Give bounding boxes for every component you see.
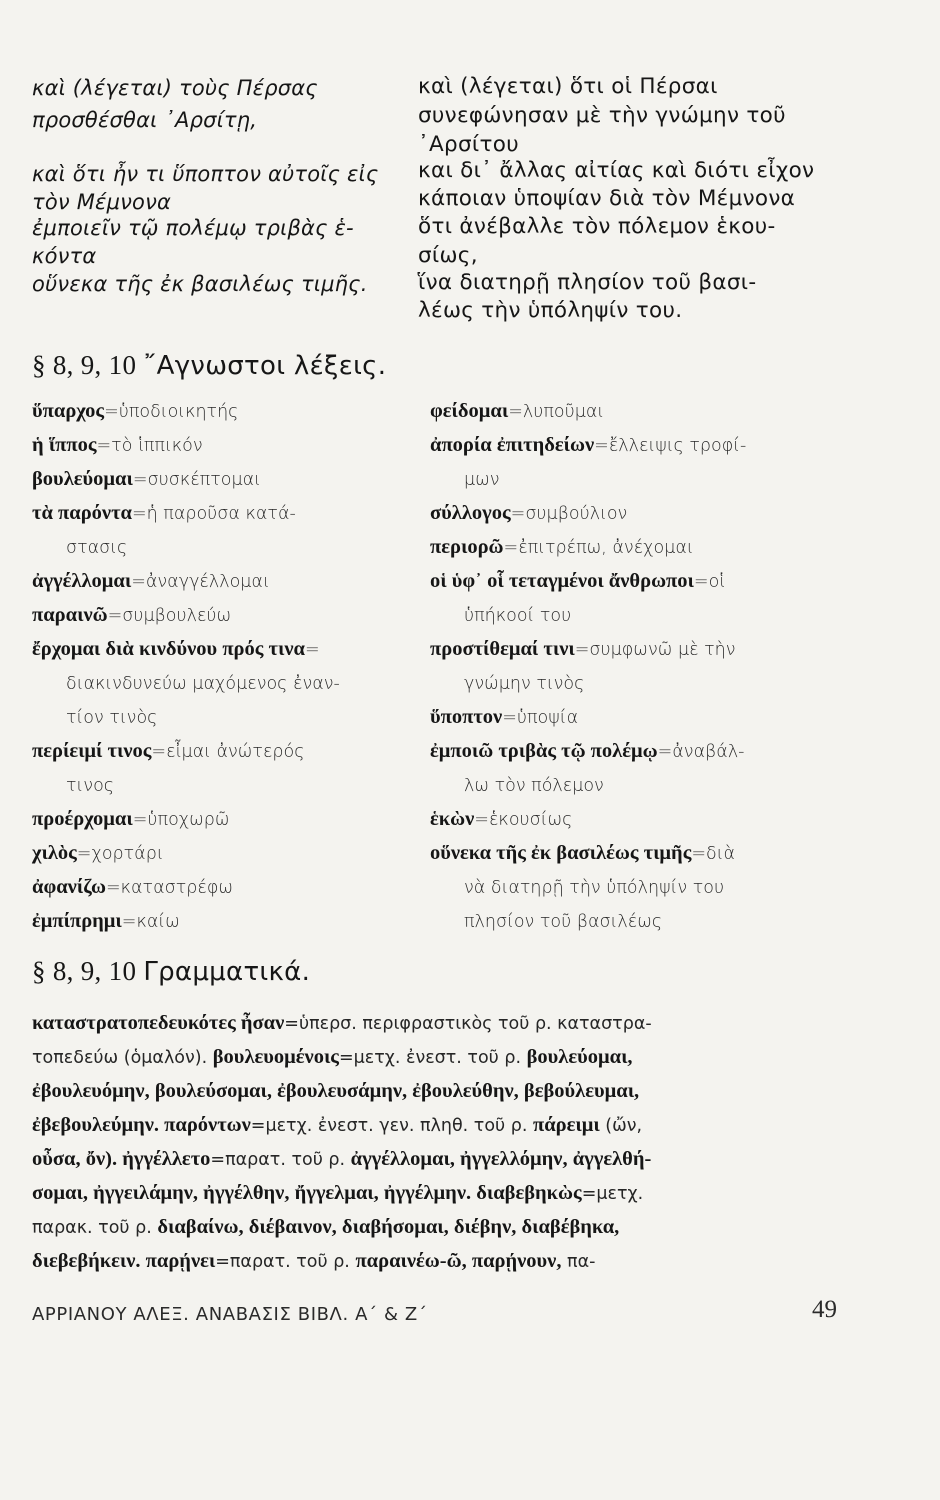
grammar-term: ἀγγέλλομαι, ἠγγελλόμην, ἀγγελθή-	[350, 1148, 652, 1170]
equals-sign: =	[657, 742, 673, 762]
equals-sign: =	[503, 538, 519, 558]
ancient-line: προσθέσθαι ᾿Αρσίτῃ,	[32, 108, 258, 132]
vocabulary-definition: διὰ	[706, 844, 736, 864]
ancient-line: ἐμποιεῖν τῷ πολέμῳ τριβὰς ἑ-	[32, 216, 354, 240]
vocabulary-entry	[430, 394, 850, 428]
vocabulary-entry	[430, 768, 850, 802]
equals-sign: =	[594, 436, 609, 456]
equals-sign: =	[574, 640, 590, 660]
vocabulary-term: ἀγγέλλομαι	[32, 570, 132, 592]
vocabulary-term: ἀφανίζω	[32, 876, 106, 898]
vocabulary-definition: ὑποψία	[516, 708, 579, 728]
translation-line: λέως τὴν ὑπόληψίν του.	[418, 298, 683, 323]
vocabulary-definition: χορτάρι	[91, 844, 164, 864]
equals-sign: =	[508, 402, 523, 422]
translation-line: και δι᾿ ἄλλας αἰτίας καὶ διότι εἶχον	[418, 158, 815, 183]
grammar-term: βουλευομένοις	[212, 1046, 339, 1068]
equals-sign: =	[151, 742, 167, 762]
equals-sign: =	[107, 606, 123, 626]
vocabulary-term: οἱ ὑφ᾿ οἷ τεταγμένοι ἄνθρωποι	[430, 570, 694, 592]
vocabulary-entry	[430, 734, 850, 768]
equals-sign: =	[105, 878, 121, 898]
vocabulary-definition: λω τὸν πόλεμον	[464, 776, 604, 796]
vocabulary-definition: καίω	[136, 912, 180, 932]
equals-sign: =	[693, 572, 709, 592]
grammar-line	[32, 1176, 842, 1210]
vocabulary-term: ἐμπίπρημι	[32, 910, 122, 932]
translation-line: ὅτι ἀνέβαλλε τὸν πόλεμον ἑκου-	[418, 214, 776, 239]
vocabulary-entry	[32, 904, 412, 938]
grammar-note: παρακ. τοῦ ρ.	[32, 1218, 158, 1238]
vocabulary-entry	[430, 564, 850, 598]
grammar-term: σομαι, ἠγγειλάμην, ἠγγέλθην, ἤγγελμαι, ἠγγέλμην. διαβεβηκὼς	[32, 1182, 582, 1204]
vocabulary-entry	[430, 836, 850, 870]
equals-sign: =	[104, 402, 119, 422]
translation-line: σίως,	[418, 243, 478, 268]
vocabulary-term: ἔρχομαι διὰ κινδύνου πρός τινα	[32, 638, 305, 660]
vocabulary-term: ἀπορία ἐπιτηδείων	[430, 434, 595, 456]
grammar-note: =μετχ. ἐνεστ. τοῦ ρ.	[338, 1048, 527, 1068]
vocabulary-definition: ἀναβάλ-	[672, 742, 745, 762]
translation-line: κάποιαν ὑποψίαν διὰ τὸν Μέμνονα	[418, 186, 796, 211]
vocabulary-entry	[32, 428, 412, 462]
grammar-note: τοπεδεύω (ὁμαλόν).	[32, 1048, 213, 1068]
equals-sign: =	[132, 470, 148, 490]
vocabulary-entry	[32, 700, 412, 734]
vocabulary-definition: τὸ ἱππικόν	[111, 436, 203, 456]
vocabulary-term: περίειμί τινος	[32, 740, 152, 762]
vocabulary-term: χιλὸς	[32, 842, 77, 864]
grammar-term: ἐβεβουλεύμην. παρόντων	[32, 1114, 251, 1136]
vocabulary-term: ὕπαρχος	[32, 400, 105, 422]
vocabulary-definition: ἐπιτρέπω, ἀνέχομαι	[518, 538, 694, 558]
grammar-line	[32, 1142, 842, 1176]
vocabulary-definition: καταστρέφω	[120, 878, 234, 898]
equals-sign: =	[121, 912, 137, 932]
vocabulary-entry	[430, 428, 850, 462]
vocabulary-entry	[430, 802, 850, 836]
vocabulary-term: προστίθεμαί τινι	[430, 638, 575, 660]
vocabulary-term: ἡ ἵππος	[32, 434, 97, 456]
vocabulary-entry	[32, 632, 412, 666]
vocabulary-term: φείδομαι	[430, 400, 509, 422]
vocabulary-entry	[32, 870, 412, 904]
vocabulary-entry	[430, 870, 850, 904]
page-number: 49	[812, 1296, 837, 1323]
vocabulary-definition: ἑκουσίως	[488, 810, 573, 830]
grammar-note: =παρατ. τοῦ ρ.	[215, 1252, 356, 1272]
vocabulary-term: παραινῶ	[32, 604, 108, 626]
grammar-line	[32, 1244, 842, 1278]
vocabulary-term: προέρχομαι	[32, 808, 133, 830]
vocabulary-definition: γνώμην τινὸς	[464, 674, 585, 694]
vocabulary-definition: πλησίον τοῦ βασιλέως	[464, 912, 663, 932]
vocabulary-definition: ἔλλειψις τροφί-	[608, 436, 747, 456]
vocabulary-definition: συμφωνῶ μὲ τὴν	[589, 640, 736, 660]
vocabulary-entry	[32, 598, 412, 632]
equals-sign: =	[131, 572, 146, 592]
equals-sign: =	[474, 810, 489, 830]
vocabulary-entry	[32, 394, 412, 428]
grammar-term: ἐβουλευόμην, βουλεύσομαι, ἐβουλευσάμην, ἐβουλεύθην, βεβούλευμαι,	[32, 1080, 640, 1102]
grammar-line	[32, 1074, 842, 1108]
grammar-term: βουλεύομαι,	[526, 1046, 633, 1068]
equals-sign: =	[691, 844, 707, 864]
vocabulary-definition: διακινδυνεύω μαχόμενος ἐναν-	[66, 674, 340, 694]
section-number: § 8, 9, 10	[32, 350, 137, 380]
vocabulary-entry	[32, 734, 412, 768]
translation-line: καὶ (λέγεται) ὅτι οἱ Πέρσαι	[418, 74, 718, 99]
section-title: Γραμματικά.	[143, 957, 311, 987]
equals-sign: =	[132, 810, 148, 830]
grammar-term: διεβεβήκειν. παρῄνει	[32, 1250, 216, 1272]
vocabulary-definition: ἀναγγέλλομαι	[145, 572, 270, 592]
grammar-note: =μετχ. ἐνεστ. γεν. πληθ. τοῦ ρ.	[250, 1116, 533, 1136]
grammar-term: οὖσα, ὄν). ἠγγέλλετο	[32, 1148, 211, 1170]
translation-line: ᾿Αρσίτου	[418, 132, 519, 157]
grammar-note: πα-	[561, 1252, 596, 1272]
equals-sign: =	[510, 504, 526, 524]
vocabulary-entry	[32, 666, 412, 700]
vocabulary-term: βουλεύομαι	[32, 468, 133, 490]
grammar-term: καταστρατοπεδευκότες ἦσαν	[32, 1012, 285, 1034]
ancient-line: καὶ (λέγεται) τοὺς Πέρσας	[32, 76, 318, 100]
section-heading-unknown-words	[32, 350, 386, 381]
vocabulary-definition: λυποῦμαι	[522, 402, 605, 422]
vocabulary-entry	[430, 666, 850, 700]
section-title: ῎Αγνωστοι λέξεις.	[143, 351, 387, 381]
vocabulary-definition: οἱ	[708, 572, 726, 592]
equals-sign: =	[502, 708, 517, 728]
vocabulary-right-column	[430, 394, 850, 938]
vocabulary-definition: νὰ διατηρῇ τὴν ὑπόληψίν του	[464, 878, 725, 898]
vocabulary-entry	[32, 768, 412, 802]
equals-sign: =	[304, 640, 320, 660]
grammar-term: πάρειμι	[532, 1114, 600, 1136]
grammar-line	[32, 1210, 842, 1244]
equals-sign: =	[96, 436, 112, 456]
grammar-paragraph	[32, 1006, 842, 1278]
vocabulary-term: ὕποπτον	[430, 706, 503, 728]
vocabulary-entry	[32, 530, 412, 564]
vocabulary-term: περιορῶ	[430, 536, 504, 558]
vocabulary-definition: συμβουλεύω	[122, 606, 232, 626]
ancient-line: κόντα	[32, 244, 97, 268]
vocabulary-definition: ὑποχωρῶ	[147, 810, 230, 830]
ancient-line: τὸν Μέμνονα	[32, 190, 172, 214]
grammar-line	[32, 1040, 842, 1074]
ancient-line: καὶ ὅτι ἦν τι ὕποπτον αὐτοῖς εἰς	[32, 162, 379, 186]
vocabulary-term: τὰ παρόντα	[32, 502, 132, 524]
grammar-term: παραινέω-ῶ, παρῄνουν,	[355, 1250, 562, 1272]
translation-line: ἵνα διατηρῇ πλησίον τοῦ βασι-	[418, 270, 757, 295]
translation-line: συνεφώνησαν μὲ τὴν γνώμην τοῦ	[418, 103, 786, 128]
vocabulary-definition: τινος	[66, 776, 115, 796]
vocabulary-entry	[32, 564, 412, 598]
vocabulary-entry	[32, 496, 412, 530]
vocabulary-entry	[32, 462, 412, 496]
grammar-note: =ὑπερσ. περιφραστικὸς τοῦ ρ. καταστρα-	[284, 1014, 652, 1034]
grammar-note: (ὤν,	[599, 1116, 643, 1136]
vocabulary-definition: εἶμαι ἀνώτερός	[166, 742, 305, 762]
vocabulary-definition: τίον τινὸς	[66, 708, 158, 728]
grammar-note: =μετχ.	[581, 1184, 644, 1204]
vocabulary-term: σύλλογος	[430, 502, 511, 524]
vocabulary-term: ἐμποιῶ τριβὰς τῷ πολέμῳ	[430, 740, 658, 762]
vocabulary-definition: ὑπήκοοί του	[464, 606, 572, 626]
vocabulary-entry	[430, 904, 850, 938]
grammar-note: =παρατ. τοῦ ρ.	[210, 1150, 351, 1170]
vocabulary-definition: συσκέπτομαι	[147, 470, 261, 490]
vocabulary-term: ἑκὼν	[430, 808, 475, 830]
section-heading-grammar	[32, 956, 310, 987]
vocabulary-entry	[430, 496, 850, 530]
running-footer-title: ΑΡΡΙΑΝΟΥ ΑΛΕΞ. ΑΝΑΒΑΣΙΣ ΒΙΒΛ. Α΄ & Ζ΄	[32, 1304, 428, 1325]
vocabulary-entry	[430, 700, 850, 734]
vocabulary-term: οὕνεκα τῆς ἐκ βασιλέως τιμῆς	[430, 842, 692, 864]
section-number: § 8, 9, 10	[32, 956, 137, 986]
vocabulary-definition: συμβούλιον	[525, 504, 628, 524]
vocabulary-definition: στασις	[66, 538, 128, 558]
equals-sign: =	[131, 504, 147, 524]
vocabulary-entry	[32, 802, 412, 836]
grammar-line	[32, 1108, 842, 1142]
vocabulary-entry	[430, 632, 850, 666]
equals-sign: =	[76, 844, 92, 864]
vocabulary-entry	[430, 462, 850, 496]
vocabulary-left-column	[32, 394, 412, 938]
grammar-term: διαβαίνω, διέβαινον, διαβήσομαι, διέβην, διαβέβηκα,	[157, 1216, 620, 1238]
vocabulary-definition: ἡ παροῦσα κατά-	[146, 504, 296, 524]
vocabulary-entry	[32, 836, 412, 870]
vocabulary-definition: ὑποδιοικητής	[118, 402, 239, 422]
ancient-line: οὕνεκα τῆς ἐκ βασιλέως τιμῆς.	[32, 272, 368, 296]
vocabulary-entry	[430, 530, 850, 564]
vocabulary-definition: μων	[464, 470, 500, 490]
vocabulary-entry	[430, 598, 850, 632]
grammar-line	[32, 1006, 842, 1040]
